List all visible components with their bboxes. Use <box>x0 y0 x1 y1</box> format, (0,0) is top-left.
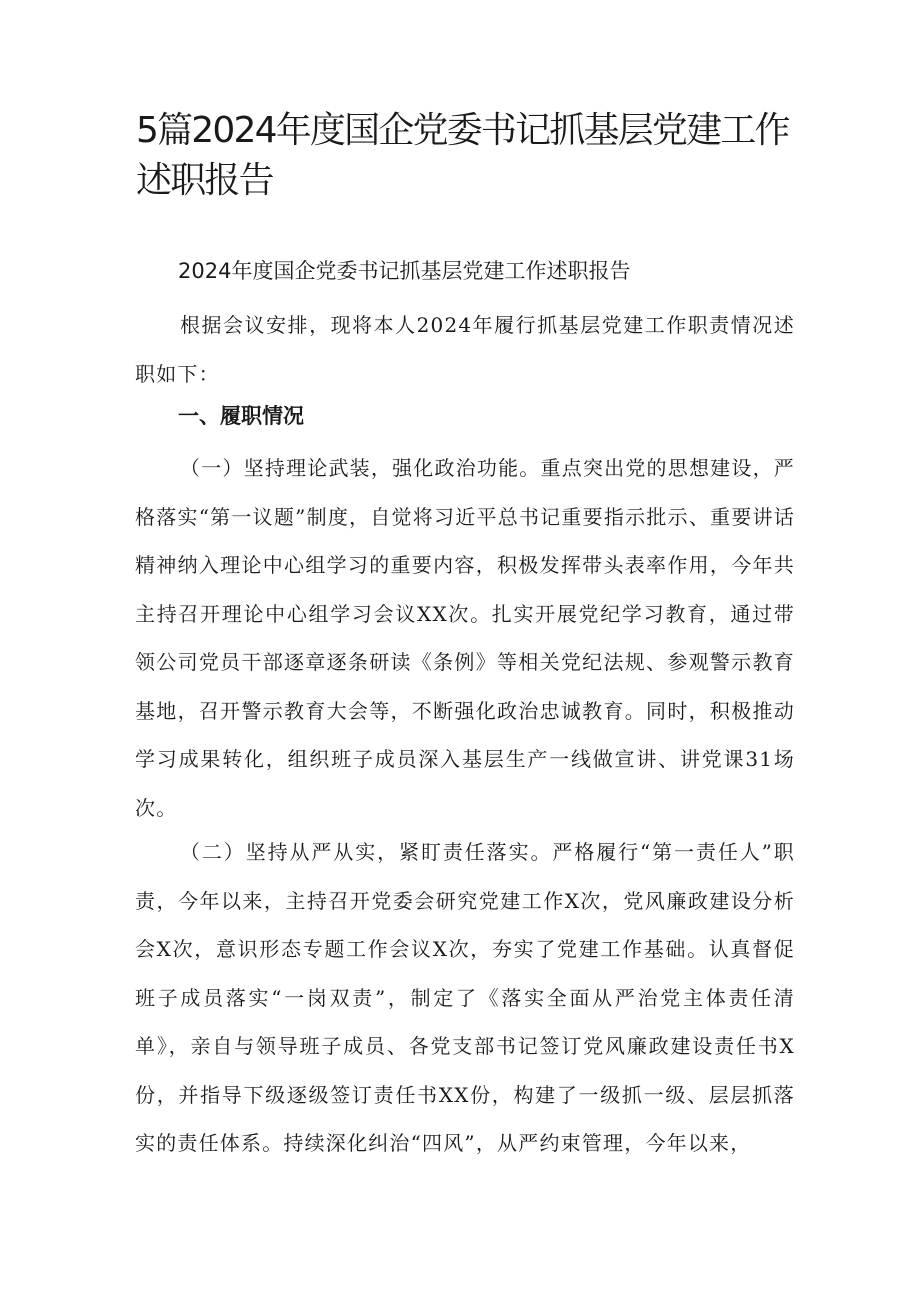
paragraph-theory-study: （一）坚持理论武装，强化政治功能。重点突出党的思想建设，严格落实“第一议题”制度，自觉将习近平总书记重要指示批示、重要讲话精神纳入理论中心组学习的重要内容，积极发挥带头表率作用，今年共主持召开理论中心组学习会议XX次。扎实开展党纪学习教育，通过带领公司党员干部逐章逐条研读《条例》等相关党纪法规、参观警示教育基地，召开警示教育大会等，不断强化政治忠诚教育。同时，积极推动学习成果转化，组织班子成员深入基层生产一线做宣讲、讲党课31场次。 <box>135 456 795 820</box>
document-title: 5篇2024年度国企党委书记抓基层党建工作述职报告 <box>136 110 789 201</box>
intro-paragraph: 根据会议安排，现将本人2024年履行抓基层党建工作职责情况述职如下： <box>135 313 795 386</box>
report-subtitle: 2024年度国企党委书记抓基层党建工作述职报告 <box>178 259 631 283</box>
section-heading: 一、履职情况 <box>178 404 304 428</box>
paragraph-responsibility: （二）坚持从严从实，紧盯责任落实。严格履行“第一责任人”职责，今年以来，主持召开党委会研究党建工作X次，党风廉政建设分析会X次，意识形态专题工作会议X次，夯实了党建工作基础。认真督促班子成员落实“一岗双责”，制定了《落实全面从严治党主体责任清单》，亲自与领导班子成员、各党支部书记签订党风廉政建设责任书X份，并指导下级逐级签订责任书XX份，构建了一级抓一级、层层抓落实的责任体系。持续深化纠治“四风”，从严约束管理，今年以来， <box>135 840 795 1155</box>
